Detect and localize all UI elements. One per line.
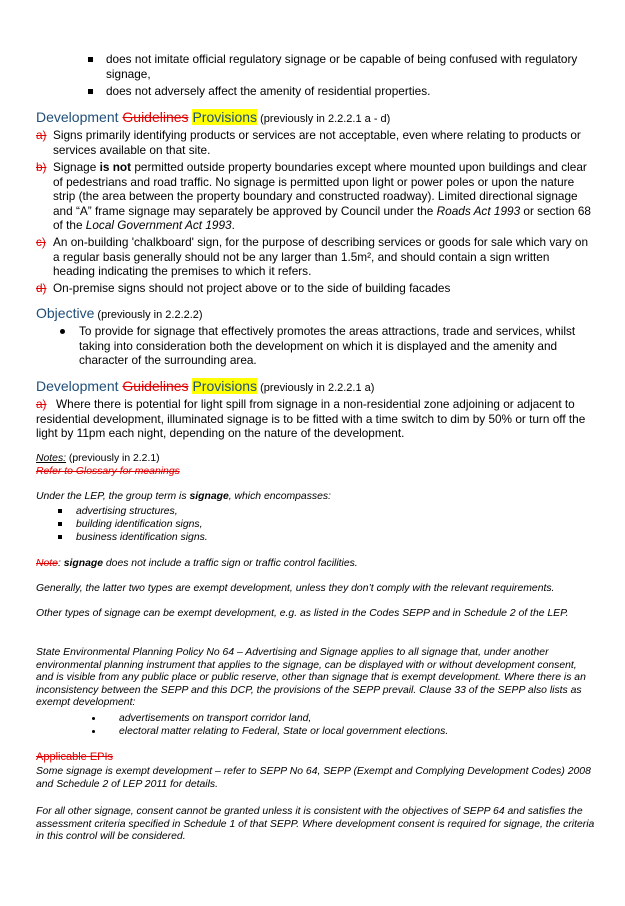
list-item: business identification signs. — [58, 531, 208, 544]
note-label: Note — [36, 558, 58, 569]
list-item: advertising structures, — [58, 505, 208, 518]
lep-intro — [36, 491, 596, 504]
notes-label-note: (previously in 2.2.1) — [66, 453, 160, 464]
codes-sepp-note: Other types of signage can be exempt development, e.g. as listed in the Codes SEPP and in Schedule 2 of the LEP. — [36, 608, 569, 619]
lep-list — [58, 505, 208, 544]
text-part: permitted outside property boundaries except where mounted upon buildings and clear of pedestrians and road traffic. No signage is permitted upon light or power poles or upon the nature strip (the area between the property boundary and constructed roadway). Limited directional signage and “A” frame signage may separately be approved by Council under the — [53, 160, 587, 218]
section-heading-provisions-2 — [36, 377, 374, 397]
item-text — [53, 160, 591, 233]
exempt-note: Generally, the latter two types are exempt development, unless they don’t comply with the relevant requirements. — [36, 583, 555, 594]
provision-item-b — [36, 160, 591, 233]
list-item: does not adversely affect the amenity of residential properties. — [88, 84, 598, 99]
provision-item-c — [36, 235, 591, 279]
heading-note: (previously in 2.2.2.1 a) — [257, 382, 375, 394]
struck-word: Guidelines — [122, 109, 189, 125]
heading-note: (previously in 2.2.2.2) — [94, 309, 203, 321]
item-text: Signs primarily identifying products or services are not acceptable, even where relating to products or services available on that site. — [53, 128, 581, 157]
text-part: . — [231, 218, 235, 233]
list-item: advertisements on transport corridor land, — [92, 712, 448, 725]
item-marker: a) — [36, 397, 47, 411]
section-heading-provisions-1 — [36, 108, 390, 128]
highlighted-word: Provisions — [192, 378, 258, 394]
sepp64-note: State Environmental Planning Policy No 64 – Advertising and Signage applies to all signage that, under another environmental planning instrument that applies to the signage, can be displayed with or without development consent, and is visible from any public place or public reserve, other than signage that is exempt development. Where there is an inconsistency between the SEPP and this DCP, the provisions of the SEPP prevail. Clause 33 of the SEPP also lists as exempt development: — [36, 647, 586, 709]
item-marker: b) — [36, 160, 47, 174]
item-text: An on-building 'chalkboard' sign, for the purpose of describing services or goods for sale which vary on a regular basis generally should not be any larger than 1.5m², and should contain a sign written heading indicating the premises to which it refers. — [53, 235, 589, 279]
item-marker: a) — [36, 128, 47, 142]
act-name: Local Government Act 1993 — [85, 218, 232, 233]
text-part: Under the LEP, the group term is — [36, 491, 190, 502]
provision-item-d — [36, 281, 591, 296]
item-text: Where there is potential for light spill from signage in a non-residential zone adjoining or adjacent to residential development, illuminated signage is to be fitted with a time switch to dim by 50% or turn off the light by 11pm each night, depending on the nature of the development. — [36, 397, 586, 441]
list-item: electoral matter relating to Federal, State or local government elections. — [92, 725, 448, 738]
signage-note — [36, 558, 596, 571]
text-bold: signage — [63, 558, 103, 569]
list-item: building identification signs, — [58, 518, 208, 531]
glossary-struck-line: Refer to Glossary for meanings — [36, 466, 180, 477]
provision-item-a — [36, 128, 591, 157]
objective-bullet — [60, 324, 595, 368]
item-marker: c) — [36, 235, 46, 249]
list-item: does not imitate official regulatory signage or be capable of being confused with regulatory signage, — [88, 52, 598, 82]
applicable-epis-heading: Applicable EPIs — [36, 751, 114, 763]
bullet-dot — [60, 329, 65, 334]
act-name: Roads Act 1993 — [436, 203, 521, 218]
heading-prefix: Development — [36, 109, 123, 125]
epis-para-2: For all other signage, consent cannot be granted unless it is consistent with the objectives of SEPP 64 and satisfies the assessment criteria specified in Schedule 1 of that SEPP. Where development consent is required for signage, the criteria in this control will be considered. — [36, 806, 595, 843]
objective-text: To provide for signage that effectively promotes the areas attractions, trade and services, whilst taking into consideration both the development on which it is displayed and the amenity and character of the surrounding area. — [79, 324, 576, 368]
provision-item-a-2 — [36, 397, 591, 441]
text-part: : — [57, 558, 64, 569]
top-bullet-list — [88, 52, 598, 101]
item-text: On-premise signs should not project above or to the side of building facades — [53, 281, 451, 295]
text-part: does not include a traffic sign or traffic control facilities. — [103, 558, 358, 569]
item-marker: d) — [36, 281, 47, 295]
exempt-list — [92, 712, 448, 738]
heading-note: (previously in 2.2.2.1 a - d) — [257, 113, 391, 125]
heading-prefix: Development — [36, 378, 123, 394]
text-bold: is not — [99, 160, 132, 174]
text-bold: signage — [189, 491, 229, 502]
objective-heading — [36, 304, 203, 324]
epis-para-1: Some signage is exempt development – refer to SEPP No 64, SEPP (Exempt and Complying Development Codes) 2008 and Schedule 2 of LEP 2011 for details. — [36, 766, 591, 790]
heading-title: Objective — [36, 305, 95, 321]
text-part: or section 68 of the — [53, 203, 591, 233]
text-part: , which encompasses: — [228, 491, 331, 502]
struck-word: Guidelines — [122, 378, 189, 394]
text-part: Signage — [53, 160, 100, 174]
notes-label-line — [36, 453, 596, 466]
highlighted-word: Provisions — [192, 109, 258, 125]
notes-label: Notes: — [36, 453, 67, 464]
